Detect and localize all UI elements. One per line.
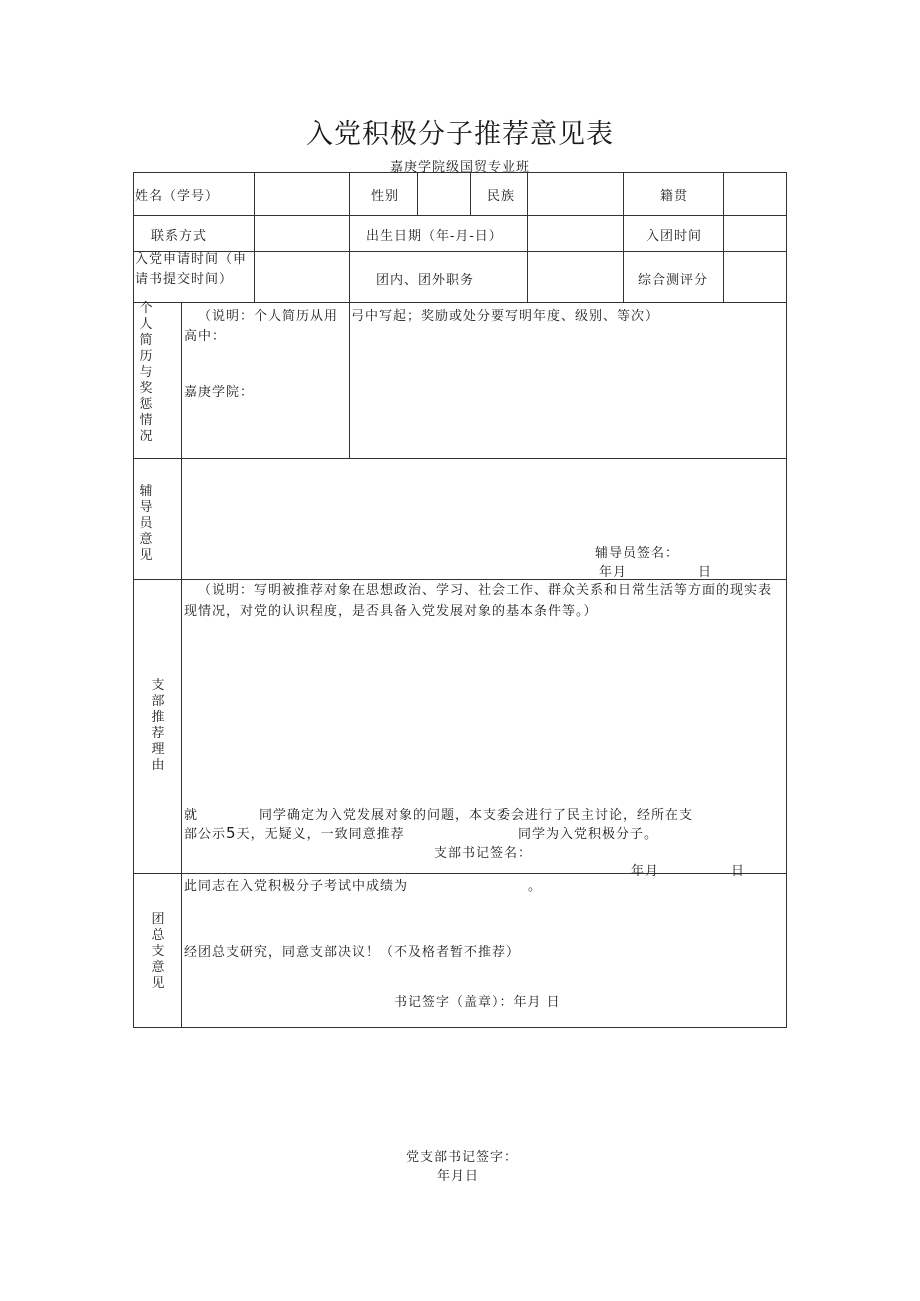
col-divider bbox=[254, 172, 255, 302]
row-divider bbox=[133, 873, 787, 874]
branch-day: 日 bbox=[731, 864, 746, 879]
resume-note-part1: （说明：个人简历从用 bbox=[198, 309, 339, 324]
table-border-right bbox=[786, 172, 787, 1027]
table-border-bottom bbox=[133, 1027, 787, 1028]
label-ethnic: 民族 bbox=[487, 189, 516, 204]
resume-note-part2: 弓中写起；奖励或处分要写明年度、级别、等次） bbox=[351, 309, 660, 324]
row-divider bbox=[133, 458, 787, 459]
branch-line2-text: 天，无疑义，一致同意推荐 bbox=[236, 827, 405, 842]
branch-line2-end: 同学为入党积极分子。 bbox=[518, 827, 659, 842]
col-divider bbox=[349, 172, 350, 302]
row-divider bbox=[133, 302, 787, 303]
label-resume: 个人简历与奖惩情况 bbox=[139, 301, 153, 444]
label-positions: 团内、团外职务 bbox=[376, 273, 475, 288]
label-high-school: 高中： bbox=[184, 329, 227, 344]
col-divider bbox=[723, 172, 724, 302]
party-secretary-sign: 党支部书记签字： bbox=[406, 1150, 519, 1165]
branch-line2 bbox=[184, 823, 405, 842]
branch-line1-start: 就 bbox=[184, 808, 199, 823]
branch-line2-text: 部公示 bbox=[184, 827, 227, 842]
counselor-sign-label: 辅导员签名： bbox=[595, 546, 680, 561]
branch-sign-label: 支部书记签名： bbox=[434, 846, 533, 861]
counselor-day: 日 bbox=[698, 565, 713, 580]
branch-year-month: 年月 bbox=[631, 864, 660, 879]
label-birth: 出生日期（年-月-日） bbox=[366, 229, 503, 244]
label-counselor: 辅导员意见 bbox=[139, 484, 153, 563]
league-decision: 经团总支研究，同意支部决议！（不及格者暂不推荐） bbox=[184, 945, 521, 960]
table-border-top bbox=[133, 172, 787, 173]
branch-line1-rest: 同学确定为入党发展对象的问题，本支委会进行了民主讨论，经所在支 bbox=[259, 808, 694, 823]
label-branch-reason: 支部推荐理由 bbox=[151, 678, 165, 773]
label-contact: 联系方式 bbox=[151, 229, 208, 244]
label-score: 综合测评分 bbox=[638, 273, 709, 288]
label-league-join: 入团时间 bbox=[646, 229, 703, 244]
table-border-left bbox=[133, 172, 134, 1027]
label-gender: 性别 bbox=[371, 189, 400, 204]
col-divider bbox=[349, 302, 350, 458]
league-sign: 书记签字（盖章）：年月 日 bbox=[394, 995, 561, 1010]
label-name: 姓名（学号） bbox=[135, 189, 220, 204]
label-apply-time: 入党申请时间（申请书提交时间） bbox=[135, 252, 248, 287]
col-divider bbox=[623, 172, 624, 302]
league-exam-end: 。 bbox=[528, 879, 543, 894]
col-divider bbox=[417, 172, 418, 215]
publicity-days: 5 bbox=[226, 824, 237, 842]
branch-note: （说明：写明被推荐对象在思想政治、学习、社会工作、群众关系和日常生活等方面的现实表现情况，对党的认识程度，是否具备入党发展对象的基本条件等。） bbox=[184, 583, 773, 619]
col-divider bbox=[470, 172, 471, 215]
label-league-opinion: 团总支意见 bbox=[151, 912, 165, 991]
label-origin: 籍贯 bbox=[660, 189, 689, 204]
form-subtitle: 嘉庚学院级国贸专业班 bbox=[389, 160, 530, 175]
label-col-divider bbox=[181, 302, 182, 1027]
party-secretary-date: 年月日 bbox=[437, 1169, 480, 1184]
row-divider bbox=[133, 215, 787, 216]
league-exam-line: 此同志在入党积极分子考试中成绩为 bbox=[184, 879, 409, 894]
label-college: 嘉庚学院： bbox=[184, 385, 255, 400]
counselor-year-month: 年月 bbox=[599, 565, 628, 580]
col-divider bbox=[527, 172, 528, 302]
form-title: 入党积极分子推荐意见表 bbox=[306, 119, 614, 150]
